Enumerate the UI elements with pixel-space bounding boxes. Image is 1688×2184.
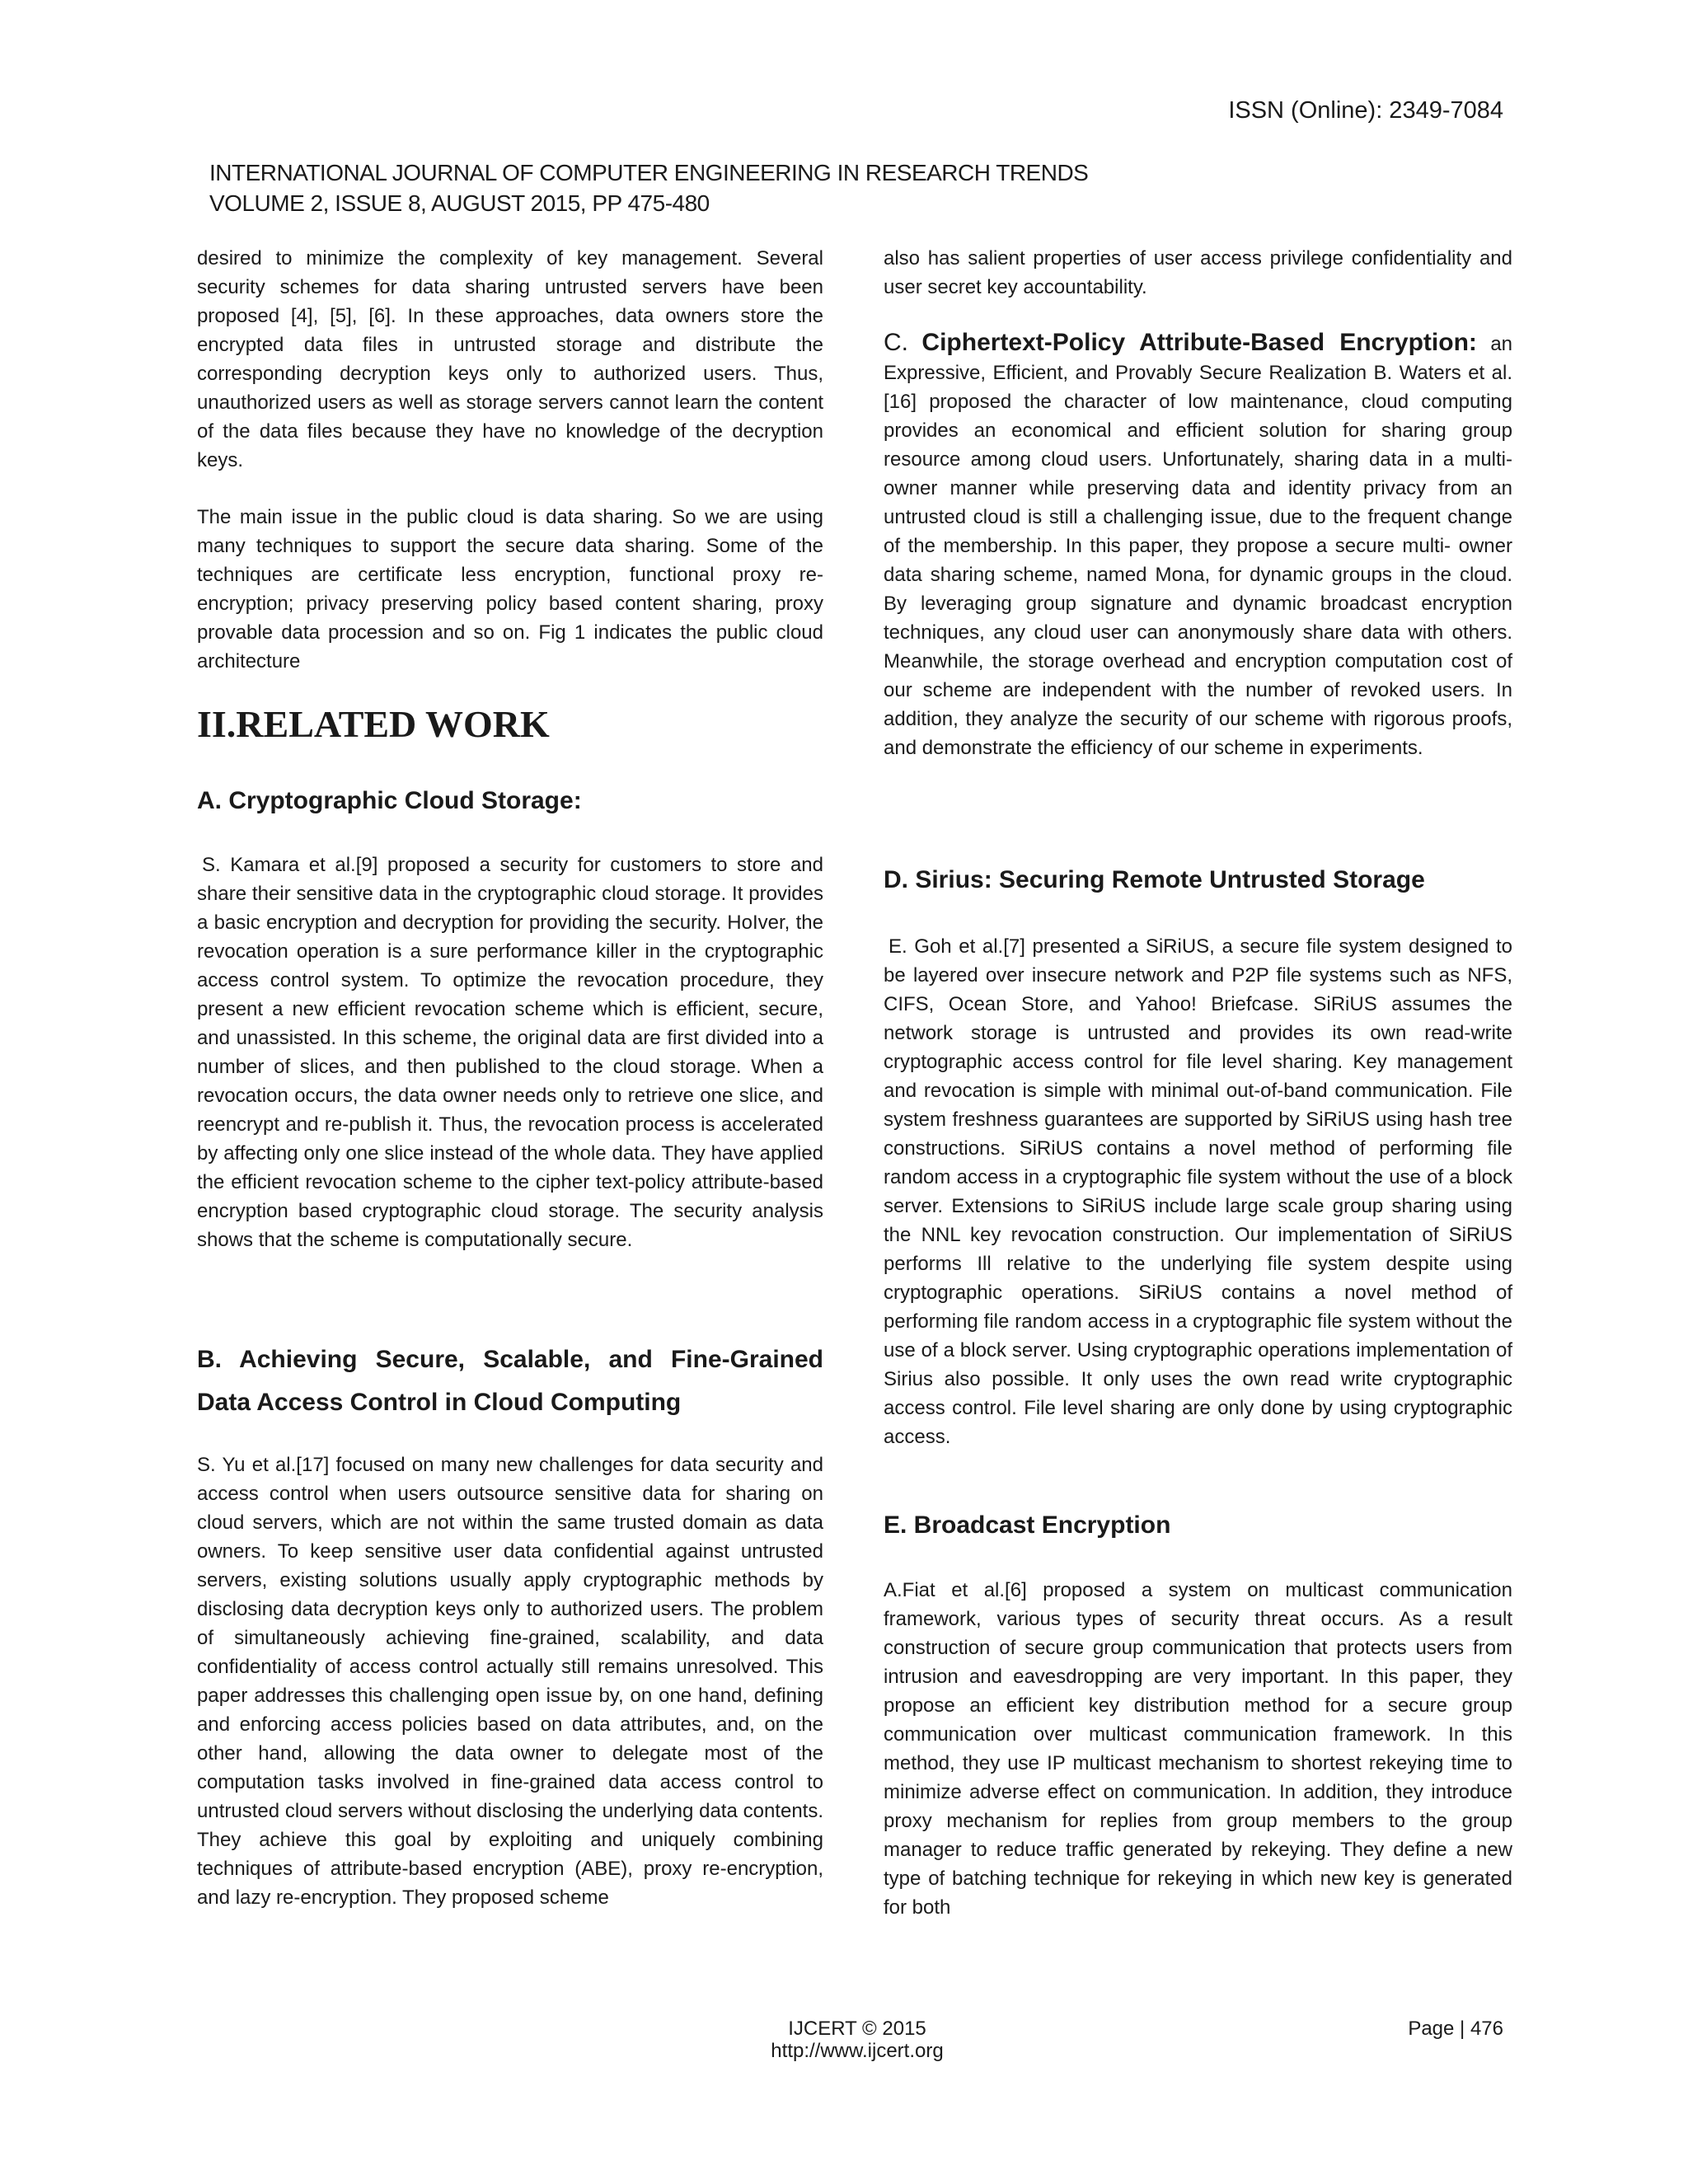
page-number: Page | 476 xyxy=(1408,2018,1503,2040)
continued-paragraph: also has salient properties of user access privilege confidentiality and user secret key accountability. xyxy=(884,247,1512,298)
subsection-c-text: an Expressive, Efficient, and Provably Secure Realization B. Waters et al.[16] proposed the character of low maintenance, cloud computing provides an economical and efficient solution for sharing group resource among cloud users. Unfortunately, sharing data in a multi-owner manner while preserving data and identity privacy from an untrusted cloud is still a challenging issue, due to the frequent change of the membership. In this paper, they propose a secure multi- owner data sharing scheme, named Mona, for dynamic groups in the cloud. By leveraging group signature and dynamic broadcast encryption techniques, any cloud user can anonymously share data with others. Meanwhile, the storage overhead and encryption computation cost of our scheme are independent with the number of revoked users. In addition, they analyze the security of our scheme with rigorous proofs, and demonstrate the efficiency of our scheme in experiments. xyxy=(884,333,1513,759)
subsection-c xyxy=(884,330,1512,762)
subsection-e-heading: E. Broadcast Encryption xyxy=(884,1511,1171,1539)
subsection-b-heading-line2: Data Access Control in Cloud Computing xyxy=(197,1389,682,1416)
subsection-c-heading: Ciphertext-Policy Attribute-Based Encryption: xyxy=(921,329,1477,356)
subsection-d-text: E. Goh et al.[7] presented a SiRiUS, a secure file system designed to be layered over insecure network and P2P file systems such as NFS, CIFS, Ocean Store, and Yahoo! Briefcase. SiRiUS assumes the network storage is untrusted and provides its own read-write cryptographic access control for file level sharing. Key management and revocation is simple with minimal out-of-band communication. File system freshness guarantees are supported by SiRiUS using hash tree constructions. SiRiUS contains a novel method of performing file random access in a cryptographic file system without the use of a block server. Extensions to SiRiUS include large scale group sharing using the NNL key revocation construction. Our implementation of SiRiUS performs Ill relative to the underlying file system despite using cryptographic operations. SiRiUS contains a novel method of performing file random access in a cryptographic file system without the use of a block server. Using cryptographic operations implementation of Sirius also possible. It only uses the own read write cryptographic access control. File level sharing are only done by using cryptographic access. xyxy=(884,935,1512,1448)
journal-title: INTERNATIONAL JOURNAL OF COMPUTER ENGINEERING IN RESEARCH TRENDS xyxy=(209,160,1089,185)
subsection-b-heading xyxy=(197,1338,823,1424)
subsection-d-heading: D. Sirius: Securing Remote Untrusted Storage xyxy=(884,866,1425,893)
footer-url[interactable]: http://www.ijcert.org xyxy=(771,2040,944,2062)
footer-center xyxy=(725,2018,989,2062)
subsection-b-text: S. Yu et al.[17] focused on many new challenges for data security and access control when users outsource sensitive data for sharing on cloud servers, which are not within the same trusted domain as data owners. To keep sensitive user data confidential against untrusted servers, existing solutions usually apply cryptographic methods by disclosing data decryption keys only to authorized users. The problem of simultaneously achieving fine-grained, scalability, and data confidentiality of access control actually still remains unresolved. This paper addresses this challenging open issue by, on one hand, defining and enforcing access policies based on data attributes, and, on the other hand, allowing the data owner to delegate most of the computation tasks involved in fine-grained data access control to untrusted cloud servers without disclosing the underlying data contents. They achieve this goal by exploiting and uniquely combining techniques of attribute-based encryption (ABE), proxy re-encryption, and lazy re-encryption. They proposed scheme xyxy=(197,1454,823,1909)
subsection-b-heading-line1: B. Achieving Secure, Scalable, and Fine-Grained xyxy=(197,1346,823,1373)
subsection-a-heading: A. Cryptographic Cloud Storage: xyxy=(197,787,582,814)
issn: ISSN (Online): 2349-7084 xyxy=(1228,97,1503,124)
section-heading-related-work: II.RELATED WORK xyxy=(197,703,550,745)
intro-paragraph: desired to minimize the complexity of key management. Several security schemes for data sharing untrusted servers have been proposed [4], [5], [6]. In these approaches, data owners store the encrypted data files in untrusted storage and distribute the corresponding decryption keys only to authorized users. Thus, unauthorized users as well as storage servers cannot learn the content of the data files because they have no knowledge of the decryption keys. xyxy=(197,247,823,471)
volume-info: VOLUME 2, ISSUE 8, AUGUST 2015, PP 475-480 xyxy=(209,190,710,216)
footer-copyright: IJCERT © 2015 xyxy=(788,2018,926,2040)
subsection-e-text: A.Fiat et al.[6] proposed a system on multicast communication framework, various types of security threat occurs. As a result construction of secure group communication that protects users from intrusion and eavesdropping are very important. In this paper, they propose an efficient key distribution method for a secure group communication over multicast communication framework. In this method, they use IP multicast mechanism to shortest rekeying time to minimize adverse effect on communication. In addition, they introduce proxy mechanism for replies from group members to the group manager to reduce traffic generated by rekeying. They define a new type of batching technique for rekeying in which new key is generated for both xyxy=(884,1579,1512,1919)
subsection-c-label: C. xyxy=(884,329,908,356)
subsection-a-text: S. Kamara et al.[9] proposed a security for customers to store and share their sensitive data in the cryptographic cloud storage. It provides a basic encryption and decryption for providing the security. HoIver, the revocation operation is a sure performance killer in the cryptographic access control system. To optimize the revocation procedure, they present a new efficient revocation scheme which is efficient, secure, and unassisted. In this scheme, the original data are first divided into a number of slices, and then published to the cloud storage. When a revocation occurs, the data owner needs only to retrieve one slice, and reencrypt and re-publish it. Thus, the revocation process is accelerated by affecting only one slice instead of the whole data. They have applied the efficient revocation scheme to the cipher text-policy attribute-based encryption based cryptographic cloud storage. The security analysis shows that the scheme is computationally secure. xyxy=(197,854,823,1251)
public-cloud-paragraph: The main issue in the public cloud is data sharing. So we are using many techniques to support the secure data sharing. Some of the techniques are certificate less encryption, functional proxy re-encryption; privacy preserving policy based content sharing, proxy provable data procession and so on. Fig 1 indicates the public cloud architecture xyxy=(197,506,823,673)
